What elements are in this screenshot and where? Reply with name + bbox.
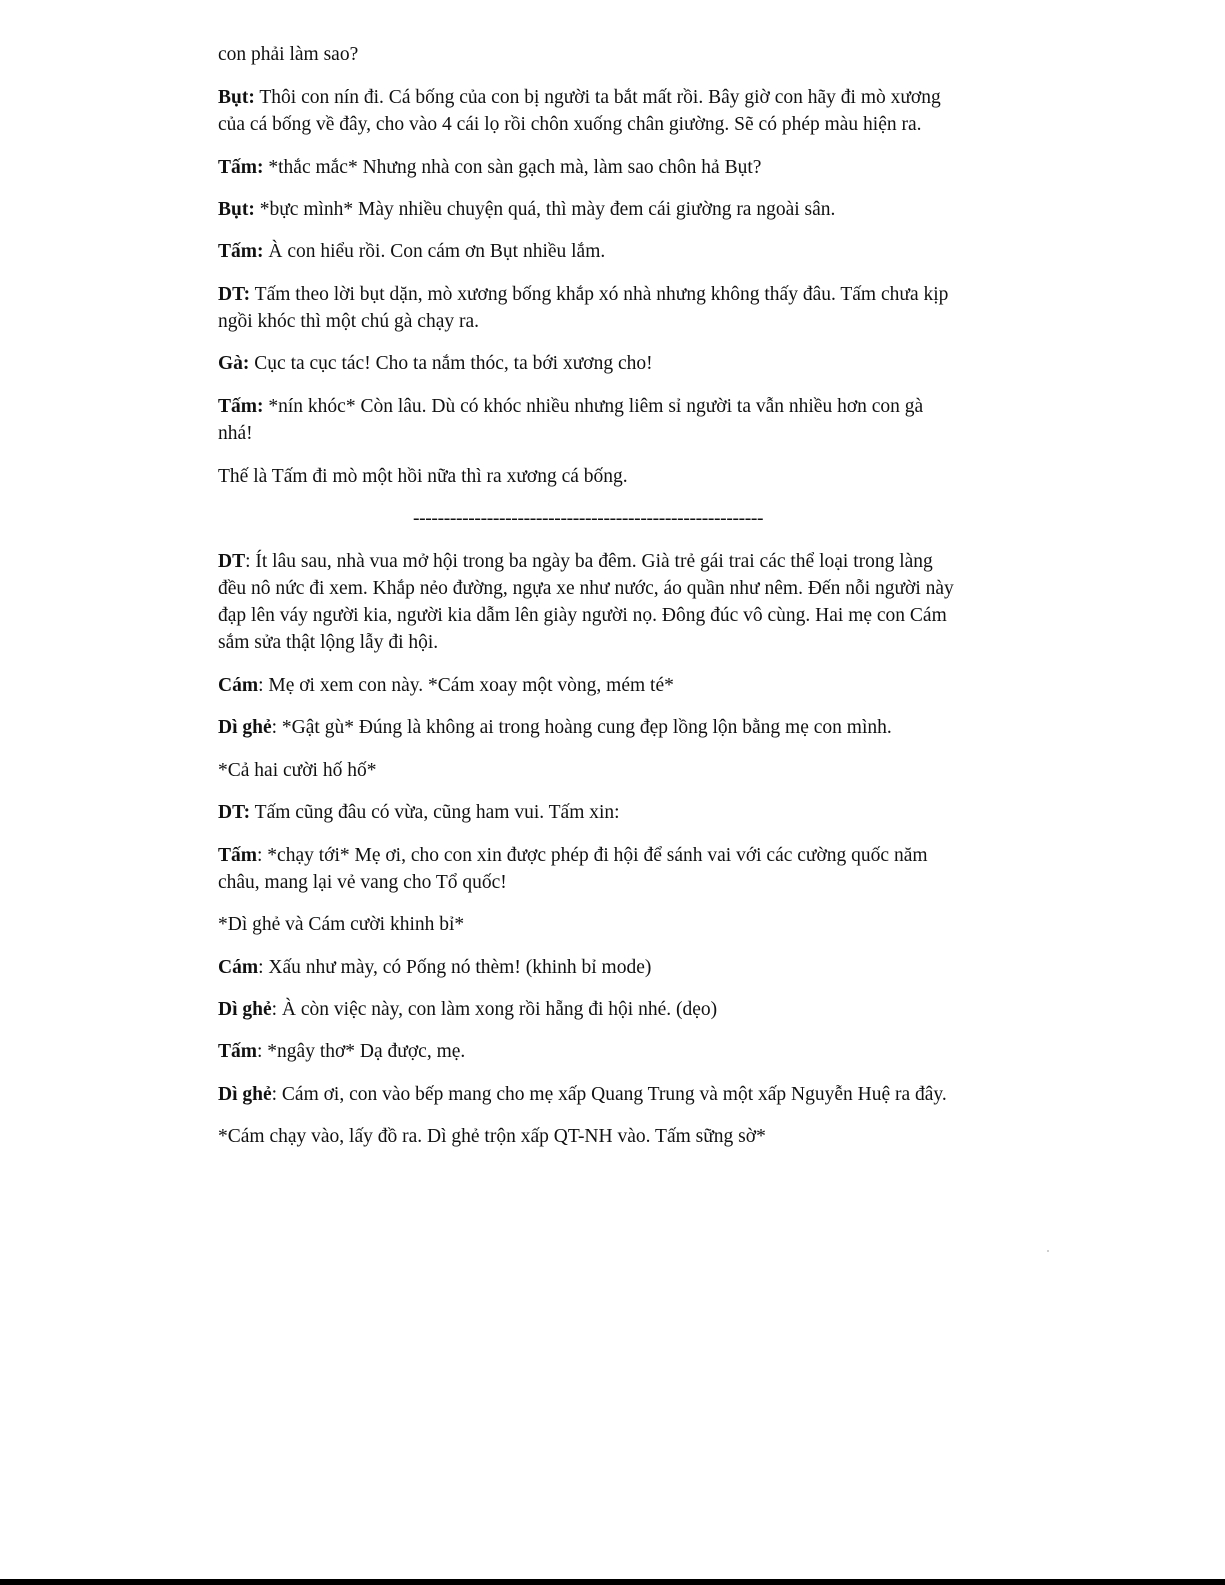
speaker-label: Tấm: [218,396,264,417]
text-line: con phải làm sao? [218,44,359,65]
dialogue-line: DT: Tấm cũng đâu có vừa, cũng ham vui. Tấm xin: [218,802,620,823]
dialogue-line: Cám: Mẹ ơi xem con này. *Cám xoay một vòng, mém té* [218,675,674,696]
text-line: của cá bống về đây, cho vào 4 cái lọ rồi chôn xuống chân giường. Sẽ có phép màu hiện ra. [218,114,922,135]
text-line: *Cám chạy vào, lấy đồ ra. Dì ghẻ trộn xấp QT-NH vào. Tấm sững sờ* [218,1126,766,1147]
speaker-label: Bụt: [218,87,255,108]
dialogue-line: Tấm: *ngây thơ* Dạ được, mẹ. [218,1041,466,1062]
speaker-label: DT: [218,802,251,823]
speaker-label: Tấm: [218,241,264,262]
speaker-label: DT [218,551,246,572]
dialogue-line: Tấm: À con hiểu rồi. Con cám ơn Bụt nhiều lắm. [218,241,606,262]
speaker-label: Dì ghẻ [218,1084,272,1105]
speaker-label: DT: [218,284,251,305]
text-line: ngồi khóc thì một chú gà chạy ra. [218,311,480,332]
text-line: *Dì ghẻ và Cám cười khinh bỉ* [218,914,465,935]
speaker-label: Dì ghẻ [218,717,272,738]
dialogue-line: Dì ghẻ: *Gật gù* Đúng là không ai trong hoàng cung đẹp lồng lộn bằng mẹ con mình. [218,717,892,738]
dialogue-line: Gà: Cục ta cục tác! Cho ta nắm thóc, ta bới xương cho! [218,353,653,374]
text-line: đều nô nức đi xem. Khắp nẻo đường, ngựa xe như nước, áo quần như nêm. Đến nỗi người này [218,578,954,599]
section-separator: --------------------------------------------------------- [413,508,764,529]
speaker-label: Tấm [218,845,257,866]
speaker-label: Tấm [218,1041,257,1062]
text-line: nhá! [218,423,253,444]
dialogue-line: Tấm: *thắc mắc* Nhưng nhà con sàn gạch mà, làm sao chôn hả Bụt? [218,157,762,178]
text-line: *Cả hai cười hố hố* [218,760,377,781]
dialogue-line: Tấm: *nín khóc* Còn lâu. Dù có khóc nhiều nhưng liêm sỉ người ta vẫn nhiều hơn con gà [218,396,924,417]
dialogue-line: DT: Ít lâu sau, nhà vua mở hội trong ba ngày ba đêm. Già trẻ gái trai các thể loại trong làng [218,551,933,572]
dialogue-line: Dì ghẻ: À còn việc này, con làm xong rồi hẵng đi hội nhé. (dẹo) [218,999,718,1020]
scan-speck [1047,1250,1049,1252]
dialogue-line: Tấm: *chạy tới* Mẹ ơi, cho con xin được phép đi hội để sánh vai với các cường quốc năm [218,845,928,866]
dialogue-line: Bụt: Thôi con nín đi. Cá bống của con bị người ta bắt mất rồi. Bây giờ con hãy đi mò xương [218,87,941,108]
text-line: Thế là Tấm đi mò một hồi nữa thì ra xương cá bống. [218,466,628,487]
speaker-label: Bụt: [218,199,255,220]
dialogue-line: Bụt: *bực mình* Mày nhiều chuyện quá, thì mày đem cái giường ra ngoài sân. [218,199,836,220]
text-line: đạp lên váy người kia, người kia dẫm lên giày người nọ. Đông đúc vô cùng. Hai mẹ con Cám [218,605,947,626]
speaker-label: Cám [218,675,259,696]
text-line: châu, mang lại vẻ vang cho Tổ quốc! [218,872,507,893]
speaker-label: Dì ghẻ [218,999,272,1020]
dialogue-line: DT: Tấm theo lời bụt dặn, mò xương bống khắp xó nhà nhưng không thấy đâu. Tấm chưa kịp [218,284,949,305]
text-line: sắm sửa thật lộng lẫy đi hội. [218,632,439,653]
page-bottom-border [0,1579,1225,1585]
dialogue-line: Dì ghẻ: Cám ơi, con vào bếp mang cho mẹ xấp Quang Trung và một xấp Nguyễn Huệ ra đây. [218,1084,947,1105]
speaker-label: Tấm: [218,157,264,178]
speaker-label: Gà: [218,353,250,374]
speaker-label: Cám [218,957,259,978]
dialogue-line: Cám: Xấu như mày, có Pống nó thèm! (khinh bỉ mode) [218,957,652,978]
